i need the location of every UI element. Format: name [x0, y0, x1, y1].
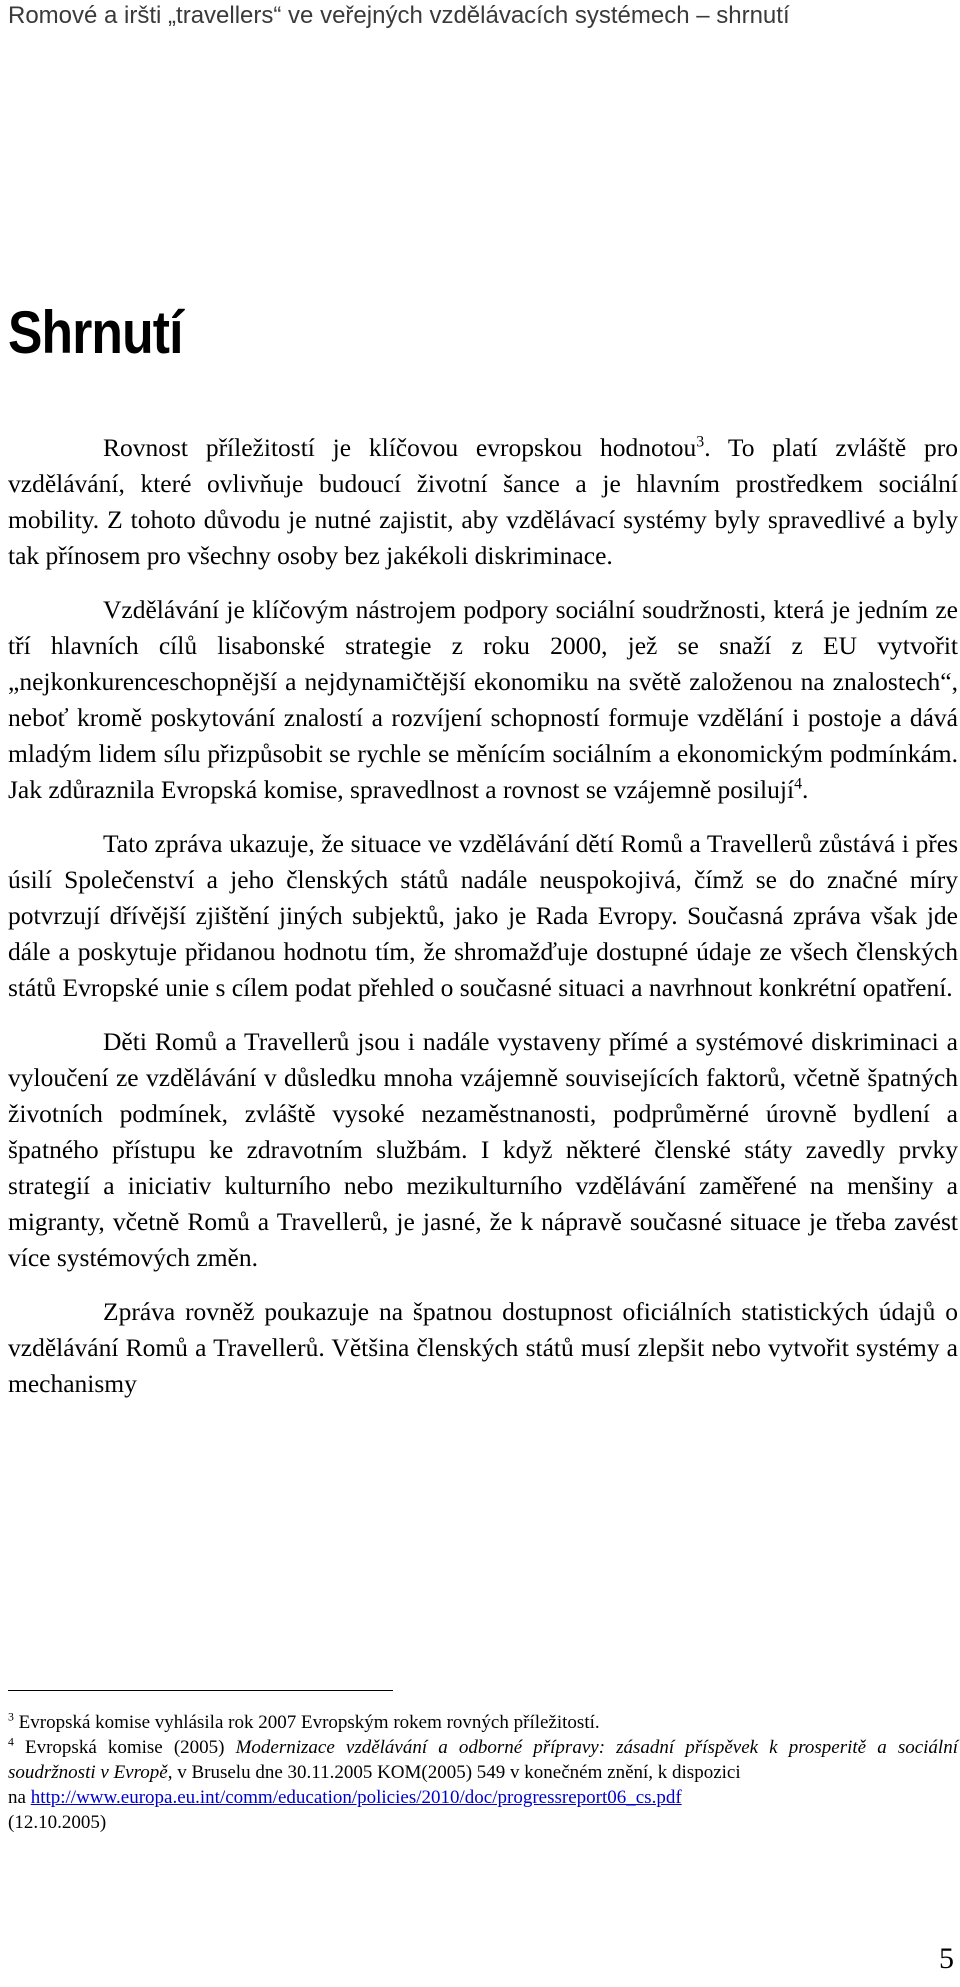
footnote-4-link-line [8, 1785, 958, 1810]
page-number: 5 [939, 1942, 954, 1975]
paragraph-1-text-start: Rovnost příležitostí je klíčovou evropskou hodnotou [103, 433, 697, 462]
footnote-3 [8, 1710, 958, 1735]
footnote-ref-3[interactable]: 3 [696, 433, 705, 451]
footnotes [8, 1710, 958, 1835]
paragraph-2-text-end: . [801, 775, 809, 804]
footnote-4-date: (12.10.2005) [8, 1812, 107, 1833]
body-text [8, 430, 958, 1420]
paragraph-1 [8, 430, 958, 574]
footnote-text: Evropská komise vyhlásila rok 2007 Evropským rokem rovných příležitostí. [13, 1712, 600, 1733]
running-header: Romové a iršti „travellers“ ve veřejných vzdělávacích systémech – shrnutí [8, 2, 790, 29]
footnote-text: Evropská komise (2005) [13, 1737, 236, 1758]
footnote-text: , v Bruselu dne 30.11.2005 KOM(2005) 549 v konečném znění, k dispozici [167, 1762, 741, 1783]
paragraph-1-text-end: . To platí zvláště pro vzdělávání, které ovlivňuje budoucí životní šance a je hlavním prostředkem sociální mobility. Z tohoto důvodu je nutné zajistit, aby vzdělávací systémy byly spravedlivé a byly tak přínosem pro všechny osoby bez jakékoli diskriminace. [8, 433, 958, 570]
paragraph-2-text-start: Vzdělávání je klíčovým nástrojem podpory sociální soudržnosti, která je jedním ze tří hlavních cílů lisabonské strategie z roku 2000, jež se snaží z EU vytvořit „nejkonkurenceschopnější a nejdynamičtější ekonomiku na světě založenou na znalostech“, neboť kromě poskytování znalostí a rozvíjení schopností formuje vzdělání i postoje a dává mladým lidem sílu přizpůsobit se rychle se měnícím sociálním a ekonomickým podmínkám. Jak zdůraznila Evropská komise, spravedlnost a rovnost se vzájemně posilují [8, 595, 958, 804]
paragraph-2 [8, 592, 958, 808]
source-link[interactable]: http://www.europa.eu.int/comm/education/policies/2010/doc/progressreport06_cs.pdf [30, 1787, 682, 1808]
paragraph-5: Zpráva rovněž poukazuje na špatnou dostupnost oficiálních statistických údajů o vzdělávání Romů a Travellerů. Většina členských států musí zlepšit nebo vytvořit systémy a mechanismy [8, 1297, 958, 1398]
page-title: Shrnutí [8, 299, 183, 366]
footnote-number: 3 [8, 1710, 14, 1724]
footnote-text: na [8, 1787, 31, 1808]
footnote-4 [8, 1735, 958, 1785]
footnote-number: 4 [8, 1735, 14, 1749]
paragraph-3: Tato zpráva ukazuje, že situace ve vzdělávání dětí Romů a Travellerů zůstává i přes úsilí Společenství a jeho členských států nadále neuspokojivá, čímž se do značné míry potvrzují dřívější zjištění jiných subjektů, jako je Rada Evropy. Současná zpráva však jde dále a poskytuje přidanou hodnotu tím, že shromažďuje dostupné údaje ze všech členských států Evropské unie s cílem podat přehled o současné situaci a navrhnout konkrétní opatření. [8, 829, 958, 1002]
footnote-separator [8, 1690, 393, 1691]
cited-document-title: Modernizace vzdělávání a odborné přípravy: zásadní příspěvek k prosperitě a sociální soudržnosti v Evropě [8, 1737, 958, 1783]
footnote-ref-4[interactable]: 4 [794, 775, 802, 793]
paragraph-4: Děti Romů a Travellerů jsou i nadále vystaveny přímé a systémové diskriminaci a vyloučení ze vzdělávání v důsledku mnoha vzájemně souvisejících faktorů, včetně špatných životních podmínek, zvláště vysoké nezaměstnanosti, podprůměrné úrovně bydlení a špatného přístupu ke zdravotním službám. I když některé členské státy zavedly prvky strategií a iniciativ kulturního nebo mezikulturního vzdělávání zaměřené na menšiny a migranty, včetně Romů a Travellerů, je jasné, že k nápravě současné situace je třeba zavést více systémových změn. [8, 1027, 958, 1272]
